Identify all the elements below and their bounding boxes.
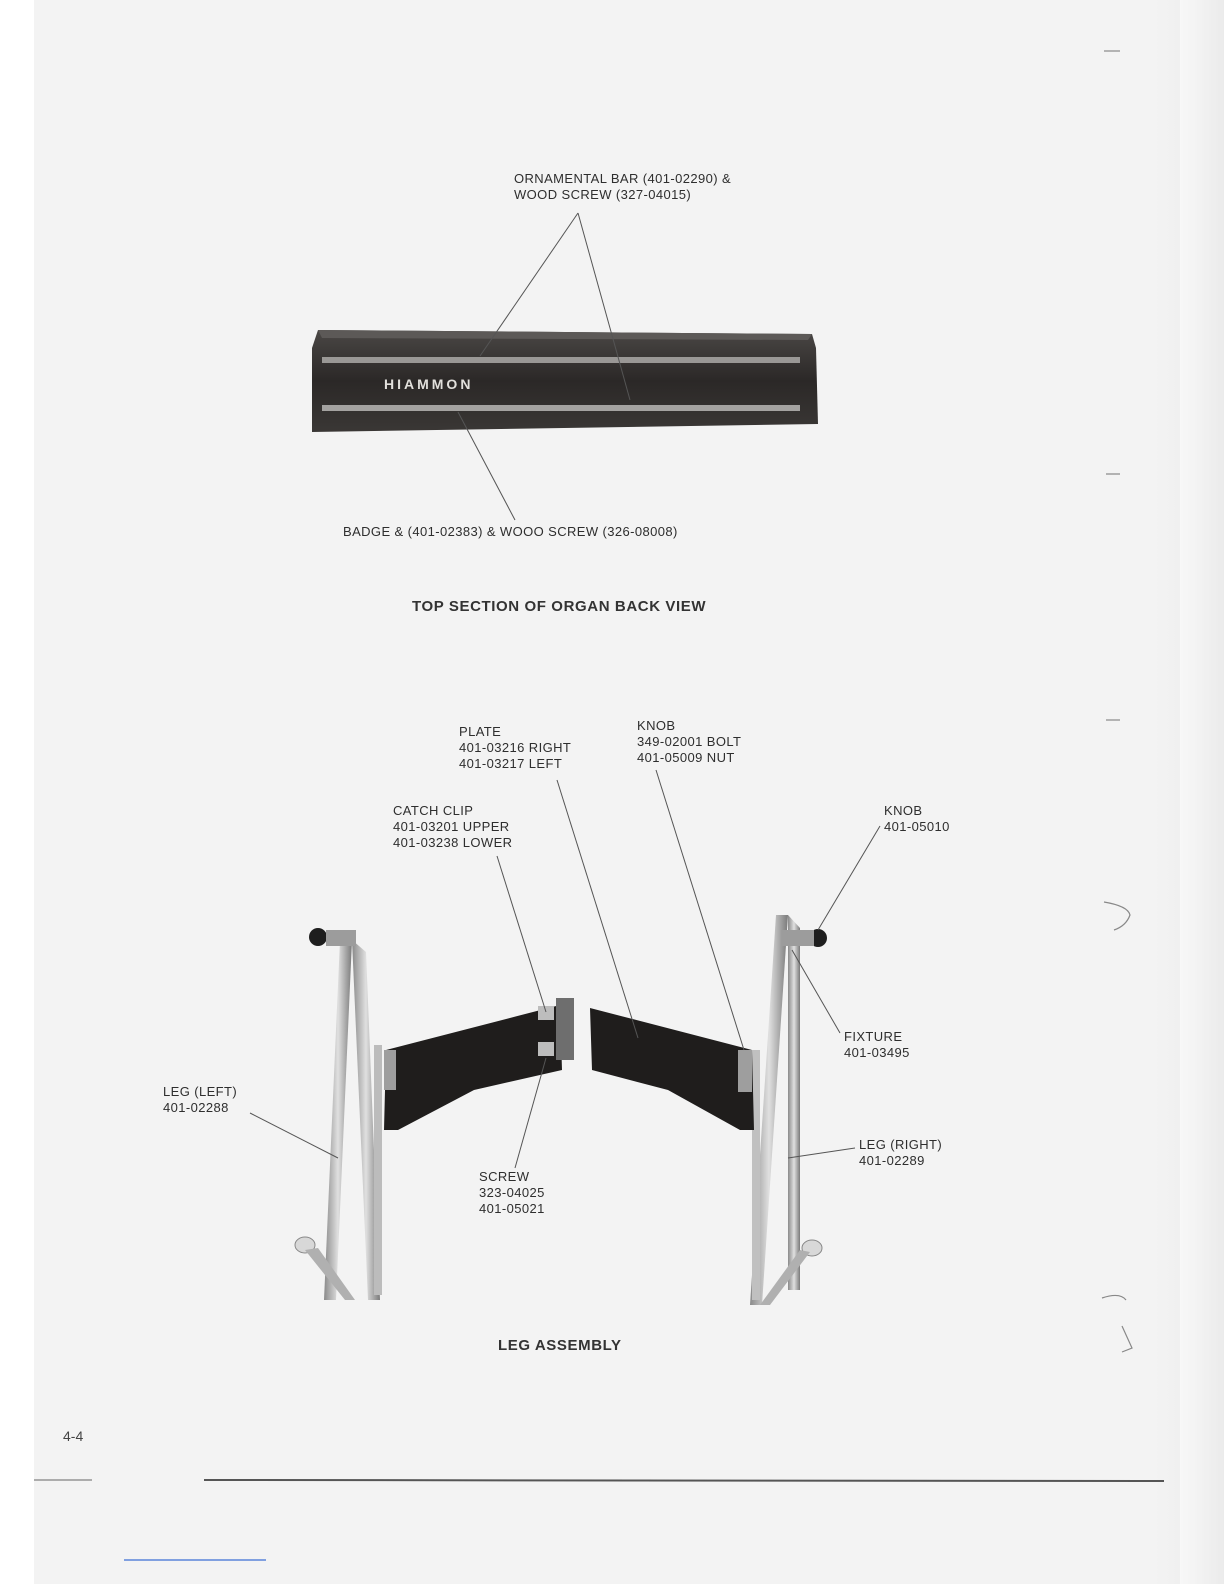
- right-leg: [750, 915, 822, 1305]
- leg-left-label: [163, 1084, 237, 1116]
- badge-label: BADGE & (401-02383) & WOOO SCREW (326-08008): [343, 524, 678, 539]
- fixture-label-title: FIXTURE: [844, 1029, 903, 1044]
- fixture-label: [844, 1029, 910, 1061]
- catch-clip-label-title: CATCH CLIP: [393, 803, 474, 818]
- page-number: 4-4: [63, 1428, 84, 1444]
- knob-bolt-label: [637, 718, 741, 766]
- margin-marks: [1102, 51, 1132, 1352]
- leg-right-label-title: LEG (RIGHT): [859, 1137, 943, 1152]
- catch-clip-label-upper: 401-03201 UPPER: [393, 819, 510, 834]
- ornamental-bar-label: [514, 171, 731, 203]
- catch-clip-label: [393, 803, 512, 851]
- top-figure-caption: TOP SECTION OF ORGAN BACK VIEW: [412, 598, 707, 615]
- plate-label-right: 401-03216 RIGHT: [459, 740, 572, 755]
- catch-clip: [556, 998, 574, 1060]
- plate-label: [459, 724, 571, 772]
- footer-rule: [204, 1480, 1164, 1481]
- screw-label: [479, 1169, 545, 1217]
- catch-clip-label-lower: 401-03238 LOWER: [393, 835, 513, 850]
- knob-label-title: KNOB: [884, 803, 923, 818]
- left-plate: [384, 1005, 562, 1130]
- leg-left-label-title: LEG (LEFT): [163, 1084, 238, 1099]
- knob-bolt-label-title: KNOB: [637, 718, 676, 733]
- fixture-label-part: 401-03495: [844, 1045, 910, 1060]
- left-knob-icon: [309, 928, 327, 946]
- knob-label: [884, 803, 950, 835]
- plate-label-title: PLATE: [459, 724, 502, 739]
- leg-figure-caption: LEG ASSEMBLY: [498, 1337, 622, 1354]
- screw-label-part2: 401-05021: [479, 1201, 545, 1216]
- leg-assembly-photo: [295, 915, 827, 1305]
- screw-label-title: SCREW: [479, 1169, 530, 1184]
- ornamental-bar-label-line2: WOOD SCREW (327-04015): [514, 187, 692, 202]
- screw-label-part1: 323-04025: [479, 1185, 545, 1200]
- knob-label-part: 401-05010: [884, 819, 950, 834]
- ornamental-bar-label-line1: ORNAMENTAL BAR (401-02290) &: [514, 171, 732, 186]
- knob-bolt-label-nut: 401-05009 NUT: [637, 750, 735, 765]
- leg-left-label-part: 401-02288: [163, 1100, 229, 1115]
- leg-right-label: [859, 1137, 942, 1169]
- right-plate: [590, 1008, 754, 1130]
- organ-badge-text: HIAMMON: [384, 376, 474, 392]
- knob-bolt-label-bolt: 349-02001 BOLT: [637, 734, 742, 749]
- left-leg: [295, 940, 382, 1300]
- leg-right-label-part: 401-02289: [859, 1153, 925, 1168]
- plate-label-left: 401-03217 LEFT: [459, 756, 563, 771]
